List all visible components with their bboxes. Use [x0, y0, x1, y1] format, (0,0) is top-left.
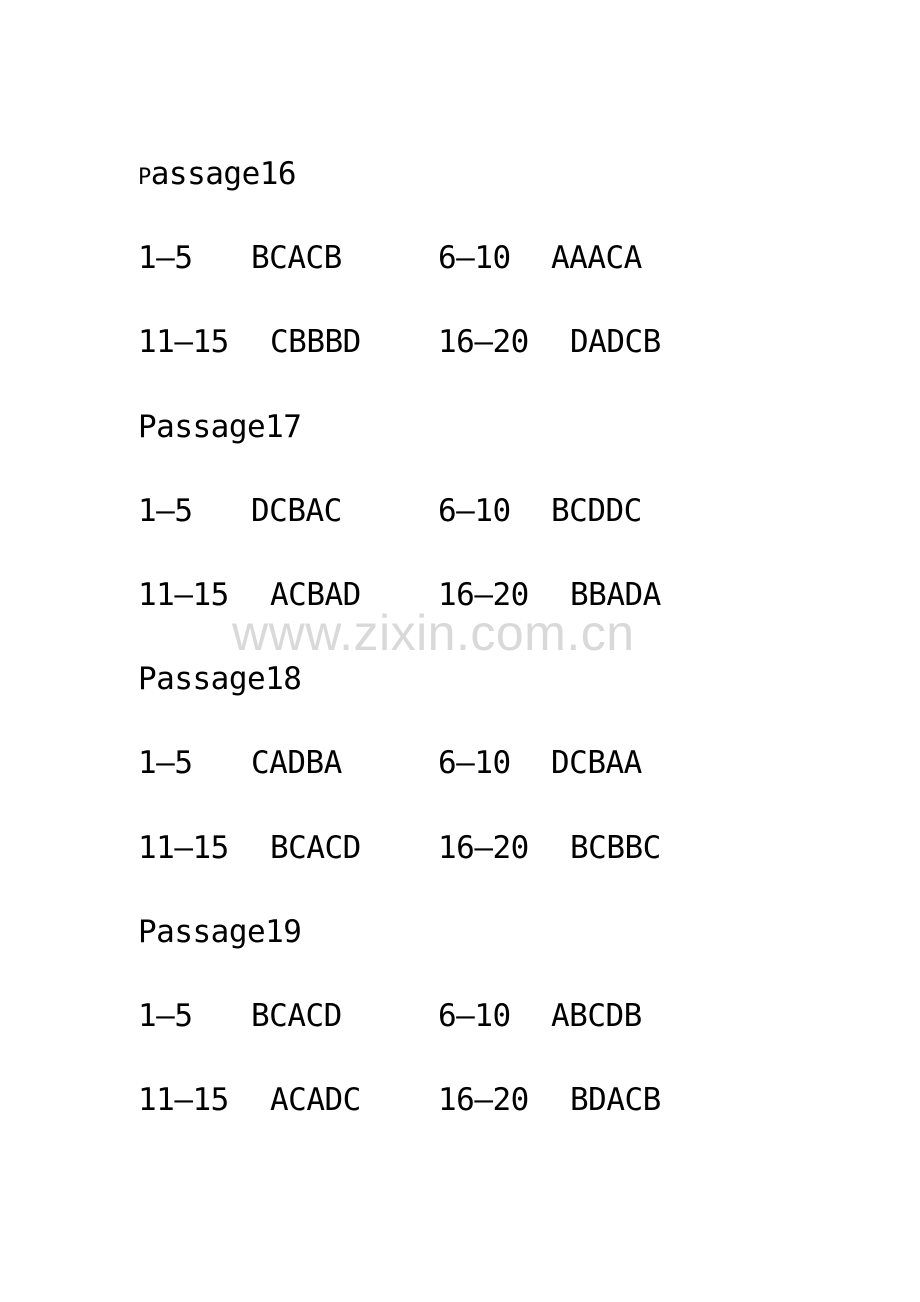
question-range: 6—10 — [438, 240, 511, 277]
answers: ACADC — [270, 1082, 361, 1119]
answer-group-right — [438, 1077, 661, 1123]
answers: AAACA — [551, 240, 642, 277]
answer-group-right — [438, 825, 661, 871]
answers: DCBAA — [551, 745, 642, 782]
question-range: 6—10 — [438, 492, 511, 529]
question-range: 16—20 — [438, 1082, 529, 1119]
answers: BBADA — [570, 576, 661, 613]
answers: BCDDC — [551, 492, 642, 529]
answer-group-left — [138, 1077, 361, 1123]
answer-group-right — [438, 993, 642, 1039]
answer-row — [138, 488, 778, 572]
answers: BCACD — [251, 997, 342, 1034]
answer-group-left — [138, 740, 342, 786]
passage-title-initial: P — [138, 165, 151, 190]
answers: ABCDB — [551, 997, 642, 1034]
answer-row — [138, 825, 778, 909]
answers: BDACB — [570, 1082, 661, 1119]
answers: ACBAD — [270, 576, 361, 613]
question-range: 11—15 — [138, 829, 229, 866]
question-range: 6—10 — [438, 745, 511, 782]
answer-row — [138, 235, 778, 319]
passage-title-rest: assage16 — [150, 156, 297, 192]
answer-group-left — [138, 825, 361, 871]
question-range: 16—20 — [438, 576, 529, 613]
answers: BCACD — [270, 829, 361, 866]
answer-group-right — [438, 740, 642, 786]
question-range: 16—20 — [438, 829, 529, 866]
question-range: 11—15 — [138, 576, 229, 613]
passage-title — [138, 151, 778, 235]
answer-group-left — [138, 235, 342, 281]
question-range: 1—5 — [138, 745, 193, 782]
answer-row — [138, 319, 778, 403]
answers: DADCB — [570, 324, 661, 361]
question-range: 1—5 — [138, 997, 193, 1034]
passage-title: Passage17 — [138, 408, 302, 445]
answer-group-right — [438, 319, 661, 365]
answers: CBBBD — [270, 324, 361, 361]
question-range: 1—5 — [138, 240, 193, 277]
answers: BCBBC — [570, 829, 661, 866]
answer-group-left — [138, 993, 342, 1039]
answer-group-left — [138, 319, 361, 365]
passage-title: Passage19 — [138, 913, 302, 950]
question-range: 11—15 — [138, 324, 229, 361]
answer-group-right — [438, 488, 642, 534]
answers: CADBA — [251, 745, 342, 782]
passage-title: Passage18 — [138, 661, 302, 698]
question-range: 11—15 — [138, 1082, 229, 1119]
question-range: 1—5 — [138, 492, 193, 529]
answer-group-left — [138, 488, 342, 534]
answer-row — [138, 993, 778, 1077]
answer-group-right — [438, 235, 642, 281]
question-range: 16—20 — [438, 324, 529, 361]
answers: BCACB — [251, 240, 342, 277]
answer-row — [138, 1077, 778, 1161]
question-range: 6—10 — [438, 997, 511, 1034]
answer-row — [138, 740, 778, 824]
answers: DCBAC — [251, 492, 342, 529]
watermark: www.zixin.com.cn — [232, 605, 635, 661]
